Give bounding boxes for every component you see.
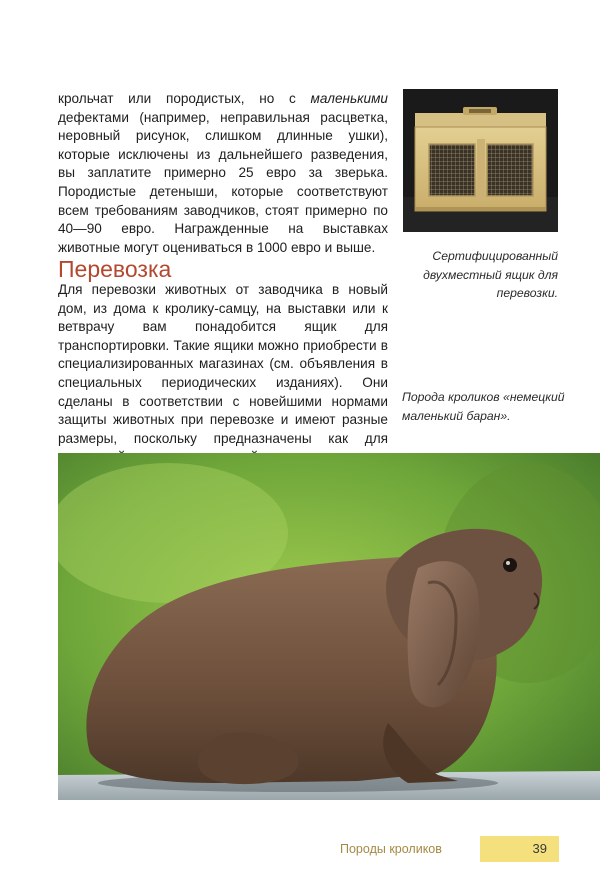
rabbit-photo-caption: Порода кроликов «немецкий маленький баран». (402, 390, 565, 423)
italic-emphasis: маленькими (310, 91, 388, 106)
carrier-photo-caption: Сертифицированный двухместный ящик для перевозки. (423, 249, 558, 300)
text-segment: дефектами (например, неправильная расцветка, неровный рисунок, слишком длинные ушки), которые исключены из дальнейшего разведения, вы заплатите примерно 25 евро за зверька. Породистые детеныши, которые соответствуют всем требованиям заводчиков, стоят примерно по 40—90 евро. Награжденные на выставках животные могут оцениваться в 1000 евро и выше. (58, 109, 388, 255)
body-paragraph-transport: Для перевозки животных от заводчика в новый дом, из дома к кролику-самцу, на выставки или к ветврачу вам понадобится ящик для транспортировки. Такие ящики можно приобрести в специализированных магазинах (см. объявления в специальных периодических изданиях). Они сделаны в соответствии с новейшими нормами защиты животных при перевозке и имеют разные размеры, поскольку предназначены как для (58, 282, 388, 446)
page-number-badge (480, 836, 559, 862)
running-footer-title: Породы кроликов (340, 842, 442, 856)
page-number: 39 (532, 841, 547, 856)
carrier-box-photo (403, 89, 558, 232)
section-heading: Перевозка (58, 256, 172, 282)
text-segment: крольчат или породистых, но с (58, 91, 311, 106)
rabbit-photo (58, 453, 600, 800)
body-paragraph-price (58, 90, 388, 257)
